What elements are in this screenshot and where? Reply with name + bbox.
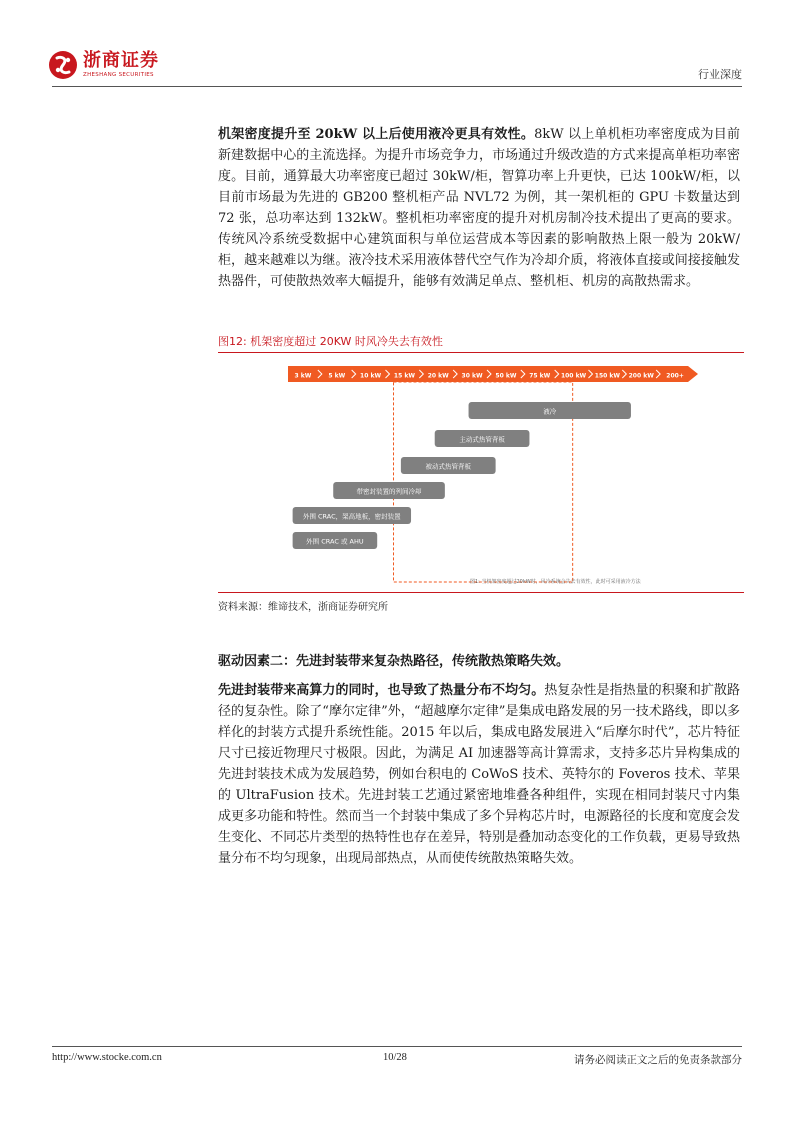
paragraph-body: 8kW 以上单机柜功率密度成为目前新建数据中心的主流选择。为提升市场竞争力，市场通过升级改造的方式来提高单柜功率密度。目前，通算最大功率密度已超过 30kW/柜，智算功率上升更快，已达 100kW/柜，以目前市场最为先进的 GB200 整机柜产品 NVL72 为例，其一架机柜的 GPU 卡数量达到 72 张，总功率达到 132kW。整机柜功率密度的提升对机房制冷技术提出了更高的要求。传统风冷系统受数据中心建筑面积与单位运营成本等因素的影响散热上限一般为 20kW/柜，越来越难以为继。液冷技术采用液体替代空气作为冷却介质，将液体直接或间接接触发热器件，可使散热效率大幅提升，能够有效满足单点、整机柜、机房的高散热需求。 [218, 127, 740, 289]
cooling-tech-label: 外围 CRAC 或 AHU [306, 537, 364, 546]
rack-density-cooling-chart [284, 360, 704, 590]
cooling-tech-label: 带密封装置的列间冷却 [356, 487, 422, 496]
cooling-tech-label: 被动式热管背板 [425, 462, 471, 471]
company-logo [48, 50, 159, 80]
paragraph-rack-density [218, 124, 740, 292]
section-heading: 驱动因素二：先进封装带来复杂热路径，传统散热策略失效。 [218, 654, 570, 669]
density-tick-label: 15 kW [393, 372, 415, 380]
density-tick-label: 100 kW [560, 372, 587, 380]
figure-caption: 图1: 当机架密度超过20kW时，风冷系统会失去有效性，此时可采用液冷方法 [470, 579, 641, 585]
figure-title: 图12: 机架密度超过 20KW 时风冷失去有效性 [218, 335, 443, 348]
page-header [0, 0, 794, 96]
density-tick-label: 20 kW [427, 372, 449, 380]
figure-bottom-rule [218, 592, 744, 593]
density-tick-label: 200+ [666, 372, 684, 380]
density-tick-label: 150 kW [594, 372, 621, 380]
footer-disclaimer: 请务必阅读正文之后的免责条款部分 [574, 1054, 742, 1066]
paragraph-advanced-packaging [218, 680, 740, 869]
header-divider [52, 86, 742, 87]
paragraph-lead: 先进封装带来高算力的同时，也导致了热量分布不均匀。 [218, 683, 545, 698]
figure-source: 资料来源：维谛技术，浙商证券研究所 [218, 602, 388, 613]
footer-website[interactable]: http://www.stocke.com.cn [52, 1052, 162, 1063]
cooling-tech-label: 液冷 [543, 407, 557, 416]
density-tick-label: 75 kW [529, 372, 551, 380]
paragraph-body: 热复杂性是指热量的积聚和扩散路径的复杂性。除了“摩尔定律”外，“超越摩尔定律”是集成电路发展的另一技术路线，即以多样化的封装方式提升系统性能。2015 年以后，集成电路发展进入“后摩尔时代”，芯片特征尺寸已接近物理尺寸极限。因此，为满足 AI 加速器等高计算需求，支持多芯片异构集成的先进封装技术成为发展趋势，例如台积电的 CoWoS 技术、英特尔的 Foveros 技术、苹果的 UltraFusion 技术。先进封装工艺通过紧密地堆叠各种组件，实现在相同封装尺寸内集成更多功能和特性。然而当一个封装中集成了多个异构芯片时，电源路径的长度和宽度会发生变化、不同芯片类型的热特性也存在差异，特别是叠加动态变化的工作负载，更易导致热量分布不均匀现象，出现局部热点，从而使传统散热策略失效。 [218, 683, 740, 866]
footer-divider [52, 1046, 742, 1047]
density-tick-label: 5 kW [328, 372, 346, 380]
report-type-tag: 行业深度 [698, 68, 742, 81]
logo-mark-icon [48, 50, 78, 80]
footer-page-number: 10/28 [383, 1052, 407, 1063]
density-tick-label: 3 kW [294, 372, 312, 380]
logo-chinese-name: 浙商证券 [83, 50, 159, 71]
figure-top-rule [218, 352, 744, 353]
paragraph-lead: 机架密度提升至 20kW 以上后使用液冷更具有效性。 [218, 127, 535, 142]
density-tick-label: 10 kW [360, 372, 382, 380]
cooling-tech-label: 外围 CRAC，架高地板，密封装置 [302, 512, 401, 521]
cooling-tech-label: 主动式热管背板 [459, 435, 505, 444]
density-tick-label: 50 kW [495, 372, 517, 380]
logo-english-name: ZHESHANG SECURITIES [83, 72, 154, 78]
density-tick-label: 200 kW [628, 372, 654, 380]
density-tick-label: 30 kW [461, 372, 483, 380]
